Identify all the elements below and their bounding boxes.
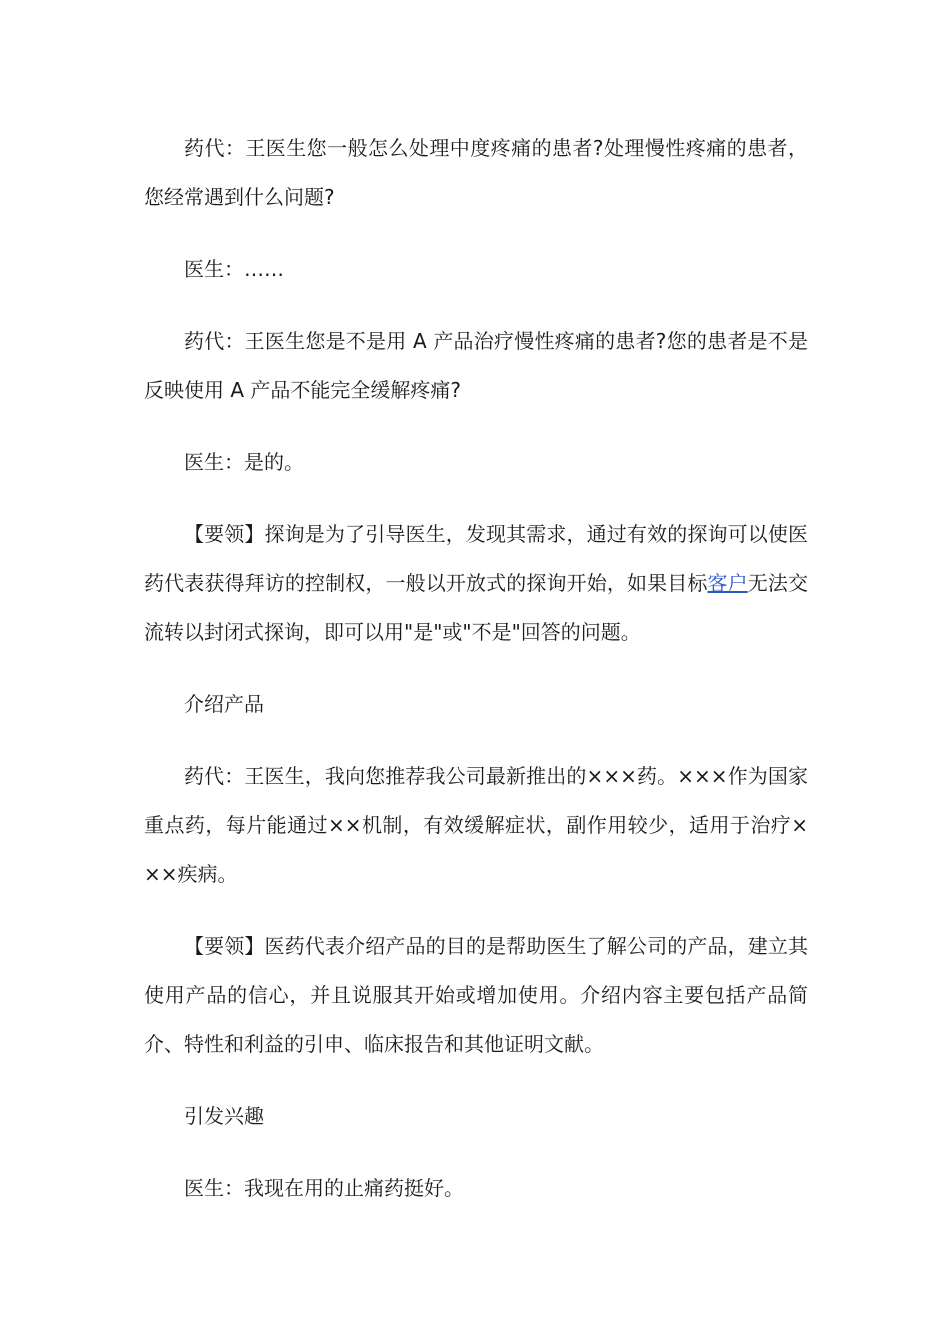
key-point-probing-text-after: 无法交流转以封闭式探询，即可以用"是"或"不是"回答的问题。 [144, 571, 808, 644]
dialog-rep-question-1: 药代：王医生您一般怎么处理中度疼痛的患者?处理慢性疼痛的患者，您经常遇到什么问题? [144, 136, 808, 209]
document-body [144, 124, 808, 1236]
dialog-doctor-reply-1: 医生：…… [184, 257, 284, 281]
dialog-doctor-reply-3: 医生：我现在用的止痛药挺好。 [184, 1176, 464, 1200]
section-heading-introduce-product: 介绍产品 [184, 692, 264, 716]
section-heading-arouse-interest: 引发兴趣 [184, 1104, 264, 1128]
key-point-introduction: 【要领】医药代表介绍产品的目的是帮助医生了解公司的产品，建立其使用产品的信心，并且说服其开始或增加使用。介绍内容主要包括产品简介、特性和利益的引申、临床报告和其他证明文献。 [144, 934, 808, 1056]
dialog-rep-introduction: 药代：王医生，我向您推荐我公司最新推出的×××药。×××作为国家重点药，每片能通过××机制，有效缓解症状，副作用较少，适用于治疗×××疾病。 [144, 764, 808, 886]
customer-link[interactable]: 客户 [707, 571, 748, 595]
dialog-rep-question-2: 药代：王医生您是不是用 A 产品治疗慢性疼痛的患者?您的患者是不是反映使用 A 产品不能完全缓解疼痛? [144, 329, 808, 402]
key-point-probing [144, 510, 808, 657]
key-point-probing-text-before: 【要领】探询是为了引导医生，发现其需求，通过有效的探询可以使医药代表获得拜访的控制权，一般以开放式的探询开始，如果目标 [144, 522, 808, 595]
dialog-doctor-reply-2: 医生：是的。 [184, 450, 304, 474]
